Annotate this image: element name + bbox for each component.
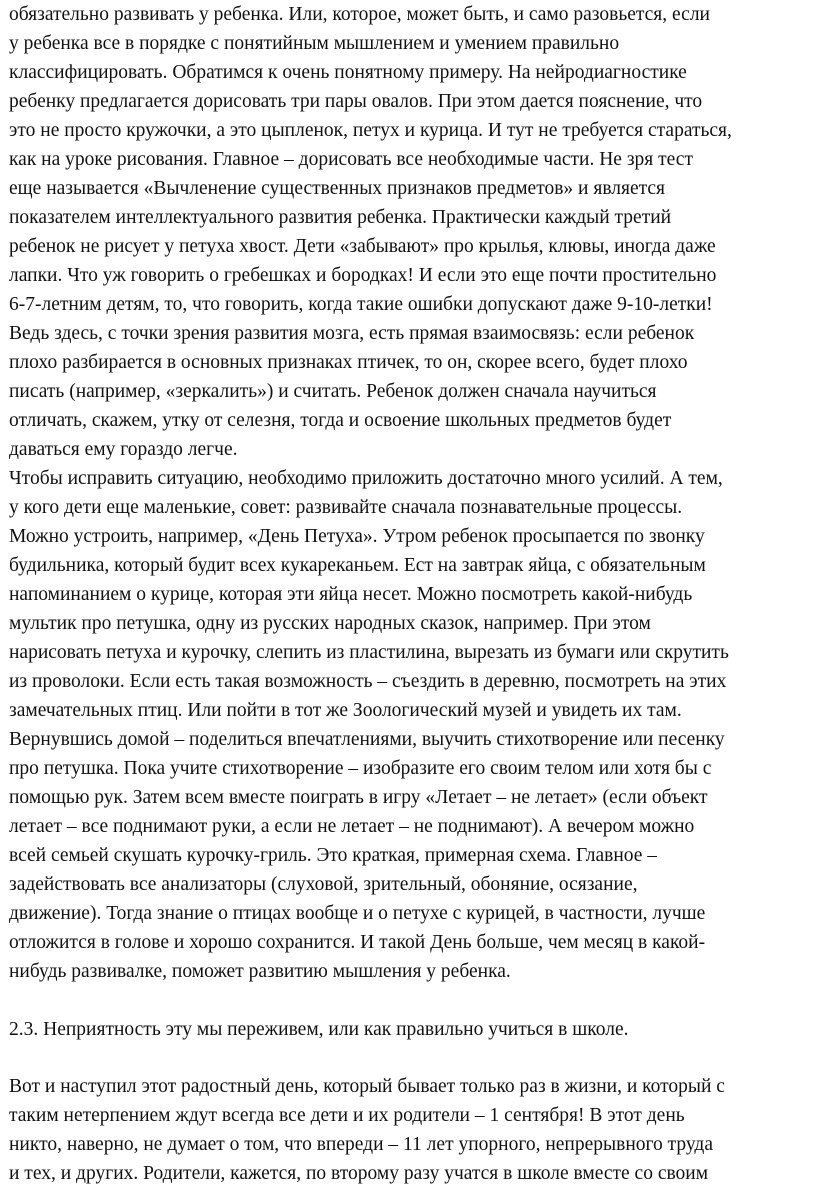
section-heading-text: 2.3. Неприятность эту мы переживем, или как правильно учиться в школе. bbox=[9, 1019, 629, 1040]
text-line: всей семьей скушать курочку-гриль. Это краткая, примерная схема. Главное – bbox=[9, 845, 658, 866]
text-line: Можно устроить, например, «День Петуха». Утром ребенок просыпается по звонку bbox=[9, 526, 705, 547]
text-line: плохо разбирается в основных признаках птичек, то он, скорее всего, будет плохо bbox=[9, 352, 688, 373]
text-line: напоминанием о курице, которая эти яйца несет. Можно посмотреть какой-нибудь bbox=[9, 584, 693, 605]
text-line: отложится в голове и хорошо сохранится. И такой День больше, чем месяц в какой- bbox=[9, 932, 706, 953]
text-line: ребенку предлагается дорисовать три пары овалов. При этом дается пояснение, что bbox=[9, 91, 703, 112]
text-line: будильника, который будит всех кукареканьем. Ест на завтрак яйца, с обязательным bbox=[9, 555, 706, 576]
text-line: никто, наверно, не думает о том, что впереди – 11 лет упорного, непрерывного труда bbox=[9, 1134, 714, 1155]
text-line: таким нетерпением ждут всегда все дети и их родители – 1 сентября! В этот день bbox=[9, 1105, 685, 1126]
text-line: из проволоки. Если есть такая возможность – съездить в деревню, посмотреть на этих bbox=[9, 671, 727, 692]
text-line: показателем интеллектуального развития ребенка. Практически каждый третий bbox=[9, 207, 672, 228]
text-line: даваться ему гораздо легче. bbox=[9, 439, 238, 460]
text-line: Вот и наступил этот радостный день, который бывает только раз в жизни, и который с bbox=[9, 1076, 725, 1097]
text-line: нибудь развивалке, поможет развитию мышления у ребенка. bbox=[9, 961, 511, 982]
text-line: и тех, и других. Родители, кажется, по второму разу учатся в школе вместе со своим bbox=[9, 1163, 709, 1184]
text-line: у ребенка все в порядке с понятийным мышлением и умением правильно bbox=[9, 33, 620, 54]
text-line: Вернувшись домой – поделиться впечатлениями, выучить стихотворение или песенку bbox=[9, 729, 725, 750]
text-line: еще называется «Вычленение существенных признаков предметов» и является bbox=[9, 178, 666, 199]
text-line: замечательных птиц. Или пойти в тот же Зоологический музей и увидеть их там. bbox=[9, 700, 682, 721]
text-line: 6-7-летним детям, то, что говорить, когда такие ошибки допускают даже 9-10-летки! bbox=[9, 294, 713, 315]
text-line: летает – все поднимают руки, а если не летает – не поднимают). А вечером можно bbox=[9, 816, 695, 837]
text-line: Чтобы исправить ситуацию, необходимо приложить достаточно много усилий. А тем, bbox=[9, 468, 723, 489]
text-line: движение). Тогда знание о птицах вообще и о петухе с курицей, в частности, лучше bbox=[9, 903, 706, 924]
text-line: отличать, скажем, утку от селезня, тогда и освоение школьных предметов будет bbox=[9, 410, 672, 431]
text-line: лапки. Что уж говорить о гребешках и бородках! И если это еще почти простительно bbox=[9, 265, 717, 286]
text-line: это не просто кружочки, а это цыпленок, петух и курица. И тут не требуется стараться, bbox=[9, 120, 732, 141]
text-line: мультик про петушка, одну из русских народных сказок, например. При этом bbox=[9, 613, 651, 634]
text-line: классифицировать. Обратимся к очень понятному примеру. На нейродиагностике bbox=[9, 62, 687, 83]
text-line: писать (например, «зеркалить») и считать. Ребенок должен сначала научиться bbox=[9, 381, 657, 402]
text-line: нарисовать петуха и курочку, слепить из пластилина, вырезать из бумаги или скрутить bbox=[9, 642, 729, 663]
text-line: ребенок не рисует у петуха хвост. Дети «забывают» про крылья, клювы, иногда даже bbox=[9, 236, 716, 257]
text-line: задействовать все анализаторы (слуховой, зрительный, обоняние, осязание, bbox=[9, 874, 638, 895]
text-line: у кого дети еще маленькие, совет: развивайте сначала познавательные процессы. bbox=[9, 497, 683, 518]
text-line: обязательно развивать у ребенка. Или, которое, может быть, и само разовьется, если bbox=[9, 4, 710, 25]
text-line: как на уроке рисования. Главное – дорисовать все необходимые части. Не зря тест bbox=[9, 149, 693, 170]
text-line: про петушка. Пока учите стихотворение – изобразите его своим телом или хотя бы с bbox=[9, 758, 712, 779]
text-line: помощью рук. Затем всем вместе поиграть в игру «Летает – не летает» (если объект bbox=[9, 787, 708, 808]
text-line: Ведь здесь, с точки зрения развития мозга, есть прямая взаимосвязь: если ребенок bbox=[9, 323, 695, 344]
